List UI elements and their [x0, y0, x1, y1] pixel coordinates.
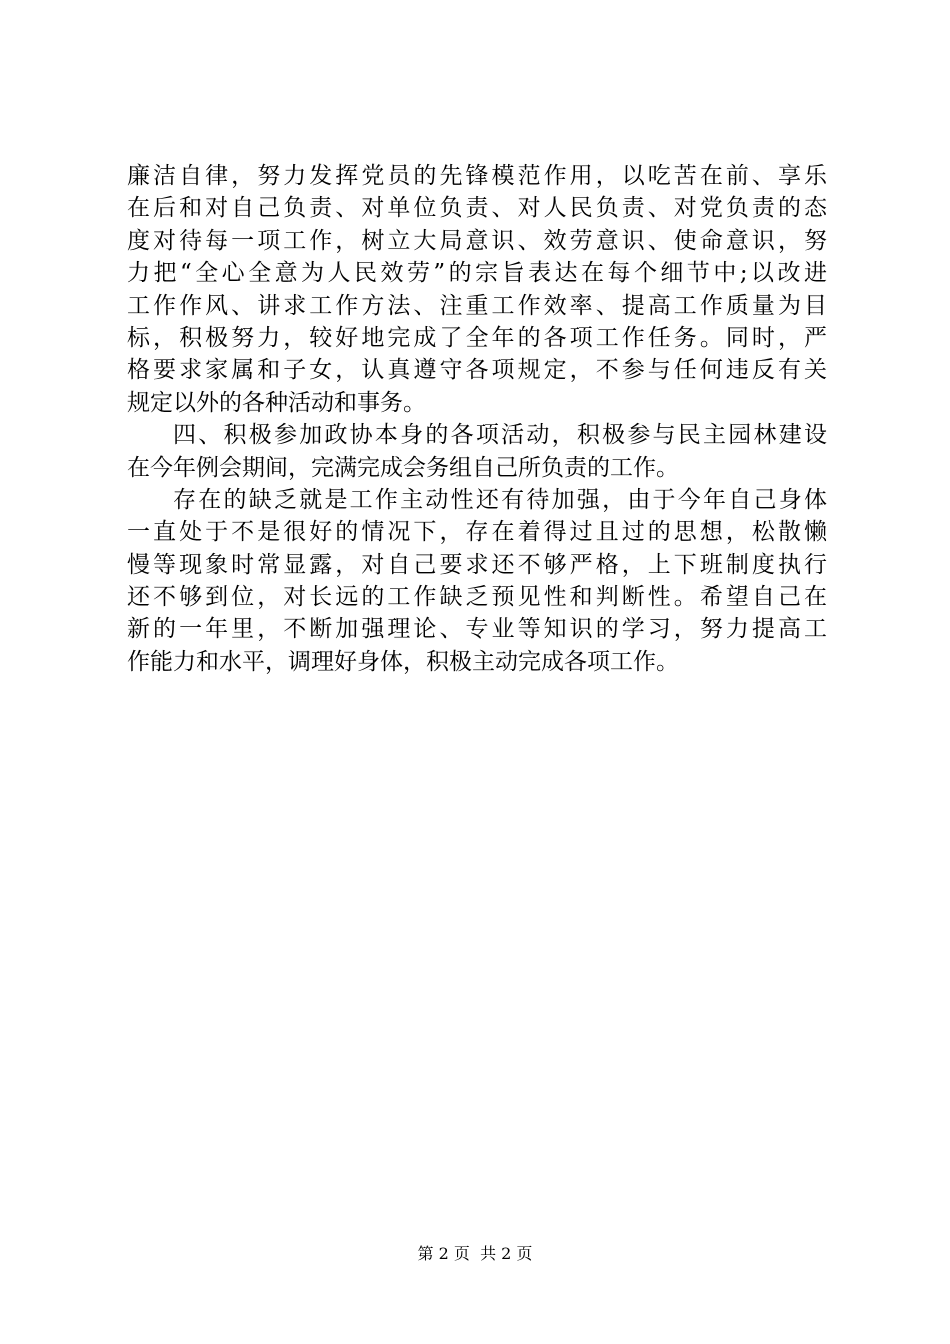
text-line: 格要求家属和子女，认真遵守各项规定，不参与任何违反有关	[127, 357, 827, 384]
text-line: 慢等现象时常显露，对自己要求还不够严格，上下班制度执行	[127, 551, 827, 578]
text-line: 度对待每一项工作，树立大局意识、效劳意识、使命意识，努	[127, 227, 827, 254]
page-footer: 第 2 页 共 2 页	[417, 1244, 533, 1263]
text-line: 四、积极参加政协本身的各项活动，积极参与民主园林建设	[173, 422, 827, 449]
text-line: 工作作风、讲求工作方法、注重工作效率、提高工作质量为目	[127, 292, 827, 319]
text-line: 一直处于不是很好的情况下，存在着得过且过的思想，松散懒	[127, 519, 827, 546]
text-line: 新的一年里，不断加强理论、专业等知识的学习，努力提高工	[127, 616, 827, 643]
text-line: 在今年例会期间，完满完成会务组自己所负责的工作。	[127, 454, 679, 481]
text-line: 作能力和水平，调理好身体，积极主动完成各项工作。	[127, 648, 679, 675]
text-line: 廉洁自律，努力发挥党员的先锋模范作用，以吃苦在前、享乐	[127, 163, 827, 189]
body-text	[127, 160, 827, 678]
text-line: 存在的缺乏就是工作主动性还有待加强，由于今年自己身体	[173, 486, 827, 513]
text-line: 标，积极努力，较好地完成了全年的各项工作任务。同时，严	[127, 324, 827, 351]
text-line: 在后和对自己负责、对单位负责、对人民负责、对党负责的态	[127, 195, 827, 222]
text-line: 规定以外的各种活动和事务。	[127, 389, 426, 416]
text-line: 力把“全心全意为人民效劳”的宗旨表达在每个细节中;以改进	[127, 260, 827, 287]
text-line: 还不够到位，对长远的工作缺乏预见性和判断性。希望自己在	[127, 584, 827, 611]
